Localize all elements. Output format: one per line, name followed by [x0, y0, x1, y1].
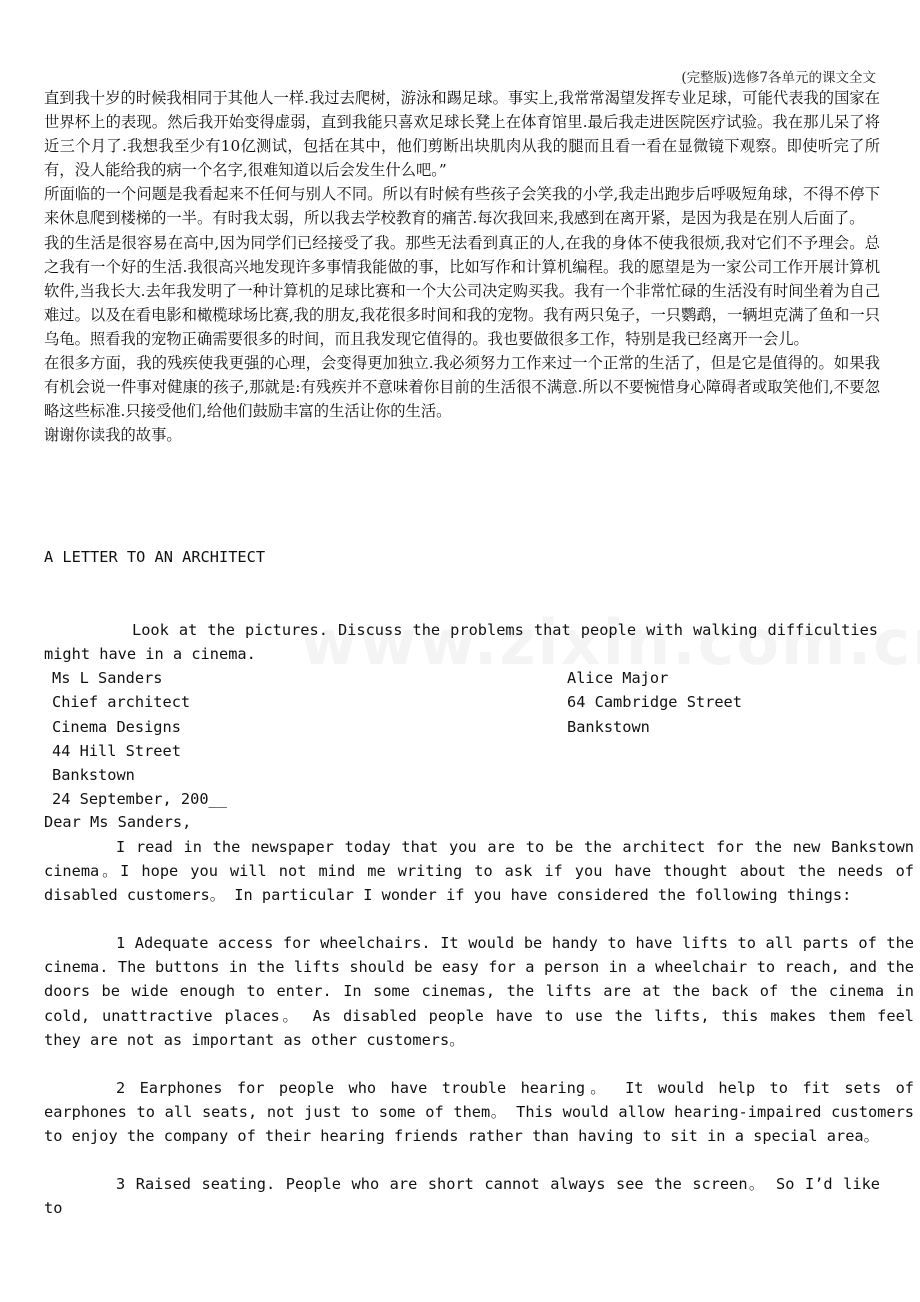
recipient-line: Cinema Designs — [52, 717, 181, 736]
sender-address — [567, 666, 742, 739]
chinese-paragraph: 在很多方面，我的残疾使我更强的心理，会变得更加独立.我必须努力工作来过一个正常的生活了，但是它是值得的。如果我有机会说一件事对健康的孩子,那就是:有残疾并不意味着你目前的生活很不满意.所以不要惋惜身心障碍者或取笑他们,不要忽略这些标准.只接受他们,给他们鼓励丰富的生活让你的生活。 — [44, 354, 880, 421]
chinese-paragraph: 谢谢你读我的故事。 — [44, 426, 182, 445]
sender-line: 64 Cambridge Street — [567, 693, 742, 712]
letter-point-3: 3 Raised seating. People who are short cannot always see the screen。 So I’d like to — [44, 1175, 880, 1218]
letter-date: 24 September, 200__ — [52, 790, 227, 809]
letter-point-1: 1 Adequate access for wheelchairs. It would be handy to have lifts to all parts of the cinema. The buttons in the lifts should be easy for a person in a wheelchair to reach, and the doors be wide enough to enter. In some cinemas, the lifts are at the back of the cinema in cold, unattractive places。 As disabled people have to use the lifts, this makes them feel they are not as important as other customers。 — [44, 934, 914, 1049]
page-header: (完整版)选修7各单元的课文全文 — [681, 70, 876, 86]
salutation: Dear Ms Sanders, — [44, 813, 192, 831]
recipient-line: Ms L Sanders — [52, 669, 163, 687]
section-title: A LETTER TO AN ARCHITECT — [44, 548, 266, 566]
recipient-address — [52, 666, 227, 812]
chinese-paragraph: 所面临的一个问题是我看起来不任何与别人不同。所以有时候有些孩子会笑我的小学,我走出跑步后呼吸短角球，不得不停下来休息爬到楼梯的一半。有时我太弱，所以我去学校教育的痛苦.每次我回来,我感到在离开紧，是因为我是在别人后面了。 — [44, 185, 880, 228]
recipient-line: Chief architect — [52, 693, 191, 712]
chinese-paragraph: 我的生活是很容易在高中,因为同学们已经接受了我。那些无法看到真正的人,在我的身体不使我很烦,我对它们不予理会。总之我有一个好的生活.我很高兴地发现许多事情我能做的事，比如写作和计算机编程。我的愿望是为一家公司工作开展计算机软件,当我长大.去年我发明了一种计算机的足球比赛和一个大公司决定购买我。我有一个非常忙碌的生活没有时间坐着为自己难过。以及在看电影和橄榄球场比赛,我的朋友,我花很多时间和我的宠物。我有两只兔子，一只鹦鹉，一辆坦克满了鱼和一只乌龟。照看我的宠物正确需要很多的时间，而且我发现它值得的。我也要做很多工作，特别是我已经离开一会儿。 — [44, 233, 880, 348]
recipient-line: Bankstown — [52, 766, 135, 785]
chinese-paragraph: 直到我十岁的时候我相同于其他人一样.我过去爬树，游泳和踢足球。事实上,我常常渴望发挥专业足球，可能代表我的国家在世界杯上的表现。然后我开始变得虚弱，直到我能只喜欢足球长凳上在体育馆里.最后我走进医院医疗试验。我在那儿呆了将近三个月了.我想我至少有10亿测试，包括在其中，他们剪断出块肌肉从我的腿而且看一看在显微镜下观察。即使听完了所有，没人能给我的病一个名字,很难知道以后会发生什么吧。” — [44, 89, 880, 180]
letter-point-2: 2 Earphones for people who have trouble hearing。 It would help to fit sets of earphones to all seats, not just to some of them。 This would allow hearing-impaired customers to enjoy the company of their hearing friends rather than having to sit in a special area。 — [44, 1079, 914, 1146]
sender-line: Alice Major — [567, 669, 669, 687]
sender-line: Bankstown — [567, 717, 650, 736]
recipient-line: 44 Hill Street — [52, 741, 181, 760]
chinese-text-block — [44, 86, 880, 447]
letter-intro: I read in the newspaper today that you are to be the architect for the new Bankstown cinema。I hope you will not mind me writing to ask if you have thought about the needs of disabled customers。 In particular I wonder if you have considered the following things: — [44, 838, 914, 905]
lead-in-text: Look at the pictures. Discuss the problems that people with walking difficulties might have in a cinema. — [44, 621, 878, 664]
